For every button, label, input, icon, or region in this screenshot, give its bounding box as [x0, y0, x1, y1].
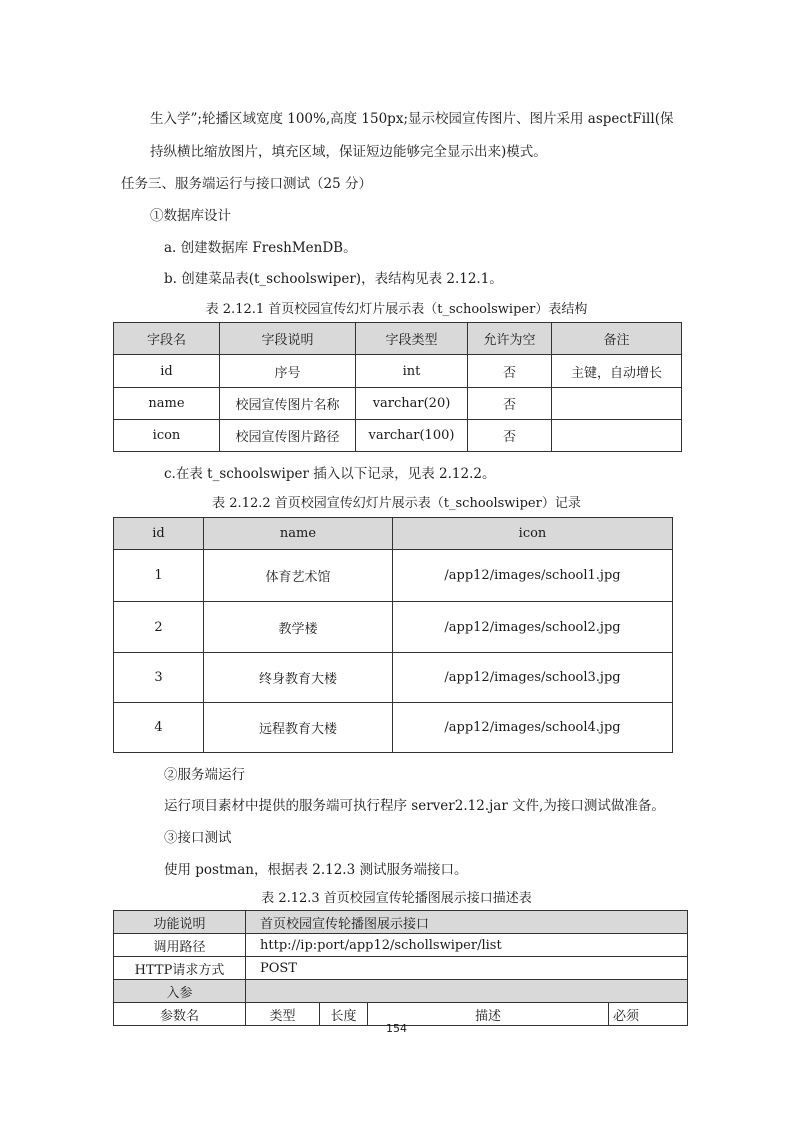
params-empty-cell — [246, 980, 688, 1003]
table-row — [114, 420, 682, 452]
func-value-cell: 首页校园宣传轮播图展示接口 — [246, 911, 688, 934]
table2-cell: 终身教育大楼 — [204, 653, 393, 703]
task3-heading: 任务三、服务端运行与接口测试（25 分） — [121, 176, 372, 192]
table1-header-cell: 字段名 — [114, 323, 220, 355]
table2-cell: 体育艺术馆 — [204, 550, 393, 602]
table-row — [114, 980, 688, 1003]
table2-cell: /app12/images/school3.jpg — [393, 653, 673, 703]
param-header-cell: 长度 — [320, 1003, 368, 1026]
path-value-cell: http://ip:port/app12/schollswiper/list — [246, 934, 688, 957]
table1-cell: 否 — [468, 355, 552, 388]
param-header-cell: 必须 — [609, 1003, 688, 1026]
table1-header-row — [114, 323, 682, 355]
func-label-cell: 功能说明 — [114, 911, 246, 934]
path-label-cell: 调用路径 — [114, 934, 246, 957]
paragraph-line-2: 持纵横比缩放图片，填充区域，保证短边能够完全显示出来)模式。 — [150, 144, 547, 160]
table1-cell — [552, 388, 682, 420]
table1-header-cell: 备注 — [552, 323, 682, 355]
params-label-cell: 入参 — [114, 980, 246, 1003]
table2-cell: 教学楼 — [204, 602, 393, 653]
table1-cell: 主键，自动增长 — [552, 355, 682, 388]
table1-cell: 否 — [468, 420, 552, 452]
step-b: b. 创建菜品表(t_schoolswiper)，表结构见表 2.12.1。 — [164, 271, 503, 287]
table2-header-row — [114, 518, 673, 550]
db-design-heading: ①数据库设计 — [150, 208, 231, 224]
param-header-cell: 类型 — [246, 1003, 320, 1026]
table1-cell: icon — [114, 420, 220, 452]
table-row — [114, 653, 673, 703]
step-c: c.在表 t_schoolswiper 插入以下记录，见表 2.12.2。 — [164, 466, 496, 482]
table1 — [113, 322, 682, 452]
param-header-cell: 参数名 — [114, 1003, 246, 1026]
table1-cell: 否 — [468, 388, 552, 420]
table-row — [114, 703, 673, 753]
table2-cell: 2 — [114, 602, 204, 653]
table3-caption: 表 2.12.3 首页校园宣传轮播图展示接口描述表 — [261, 891, 532, 906]
table1-cell: varchar(100) — [356, 420, 468, 452]
table-row — [114, 911, 688, 934]
api-test-description: 使用 postman，根据表 2.12.3 测试服务端接口。 — [164, 862, 468, 878]
table2 — [113, 517, 673, 753]
table-row — [114, 388, 682, 420]
table1-cell: name — [114, 388, 220, 420]
paragraph-line-1: 生入学”;轮播区域宽度 100%,高度 150px;显示校园宣传图片、图片采用 aspectFill(保 — [150, 111, 674, 127]
step-a: a. 创建数据库 FreshMenDB。 — [164, 240, 357, 256]
page-number: 154 — [386, 1022, 407, 1035]
table1-caption: 表 2.12.1 首页校园宣传幻灯片展示表（t_schoolswiper）表结构 — [205, 302, 588, 317]
server-run-heading: ②服务端运行 — [164, 767, 245, 783]
table2-header-cell: id — [114, 518, 204, 550]
table2-caption: 表 2.12.2 首页校园宣传幻灯片展示表（t_schoolswiper）记录 — [212, 496, 581, 511]
table2-cell: 1 — [114, 550, 204, 602]
table2-cell: 4 — [114, 703, 204, 753]
server-run-description: 运行项目素材中提供的服务端可执行程序 server2.12.jar 文件,为接口测试做准备。 — [164, 798, 665, 814]
table1-cell — [552, 420, 682, 452]
param-header-cell: 描述 — [368, 1003, 609, 1026]
table2-header-cell: name — [204, 518, 393, 550]
table1-cell: int — [356, 355, 468, 388]
table2-cell: /app12/images/school1.jpg — [393, 550, 673, 602]
table1-cell: 校园宣传图片路径 — [220, 420, 356, 452]
api-test-heading: ③接口测试 — [164, 830, 232, 846]
table-row — [114, 602, 673, 653]
table-row — [114, 550, 673, 602]
method-value-cell: POST — [246, 957, 688, 980]
table2-cell: /app12/images/school4.jpg — [393, 703, 673, 753]
table1-cell: 校园宣传图片名称 — [220, 388, 356, 420]
table2-cell: 3 — [114, 653, 204, 703]
table1-header-cell: 字段类型 — [356, 323, 468, 355]
table2-header-cell: icon — [393, 518, 673, 550]
table-row — [114, 957, 688, 980]
table1-header-cell: 允许为空 — [468, 323, 552, 355]
table1-cell: id — [114, 355, 220, 388]
table1-cell: varchar(20) — [356, 388, 468, 420]
method-label-cell: HTTP请求方式 — [114, 957, 246, 980]
table2-cell: 远程教育大楼 — [204, 703, 393, 753]
table2-cell: /app12/images/school2.jpg — [393, 602, 673, 653]
table-row — [114, 355, 682, 388]
table3 — [113, 910, 688, 1026]
table1-header-cell: 字段说明 — [220, 323, 356, 355]
table-row — [114, 934, 688, 957]
table1-cell: 序号 — [220, 355, 356, 388]
